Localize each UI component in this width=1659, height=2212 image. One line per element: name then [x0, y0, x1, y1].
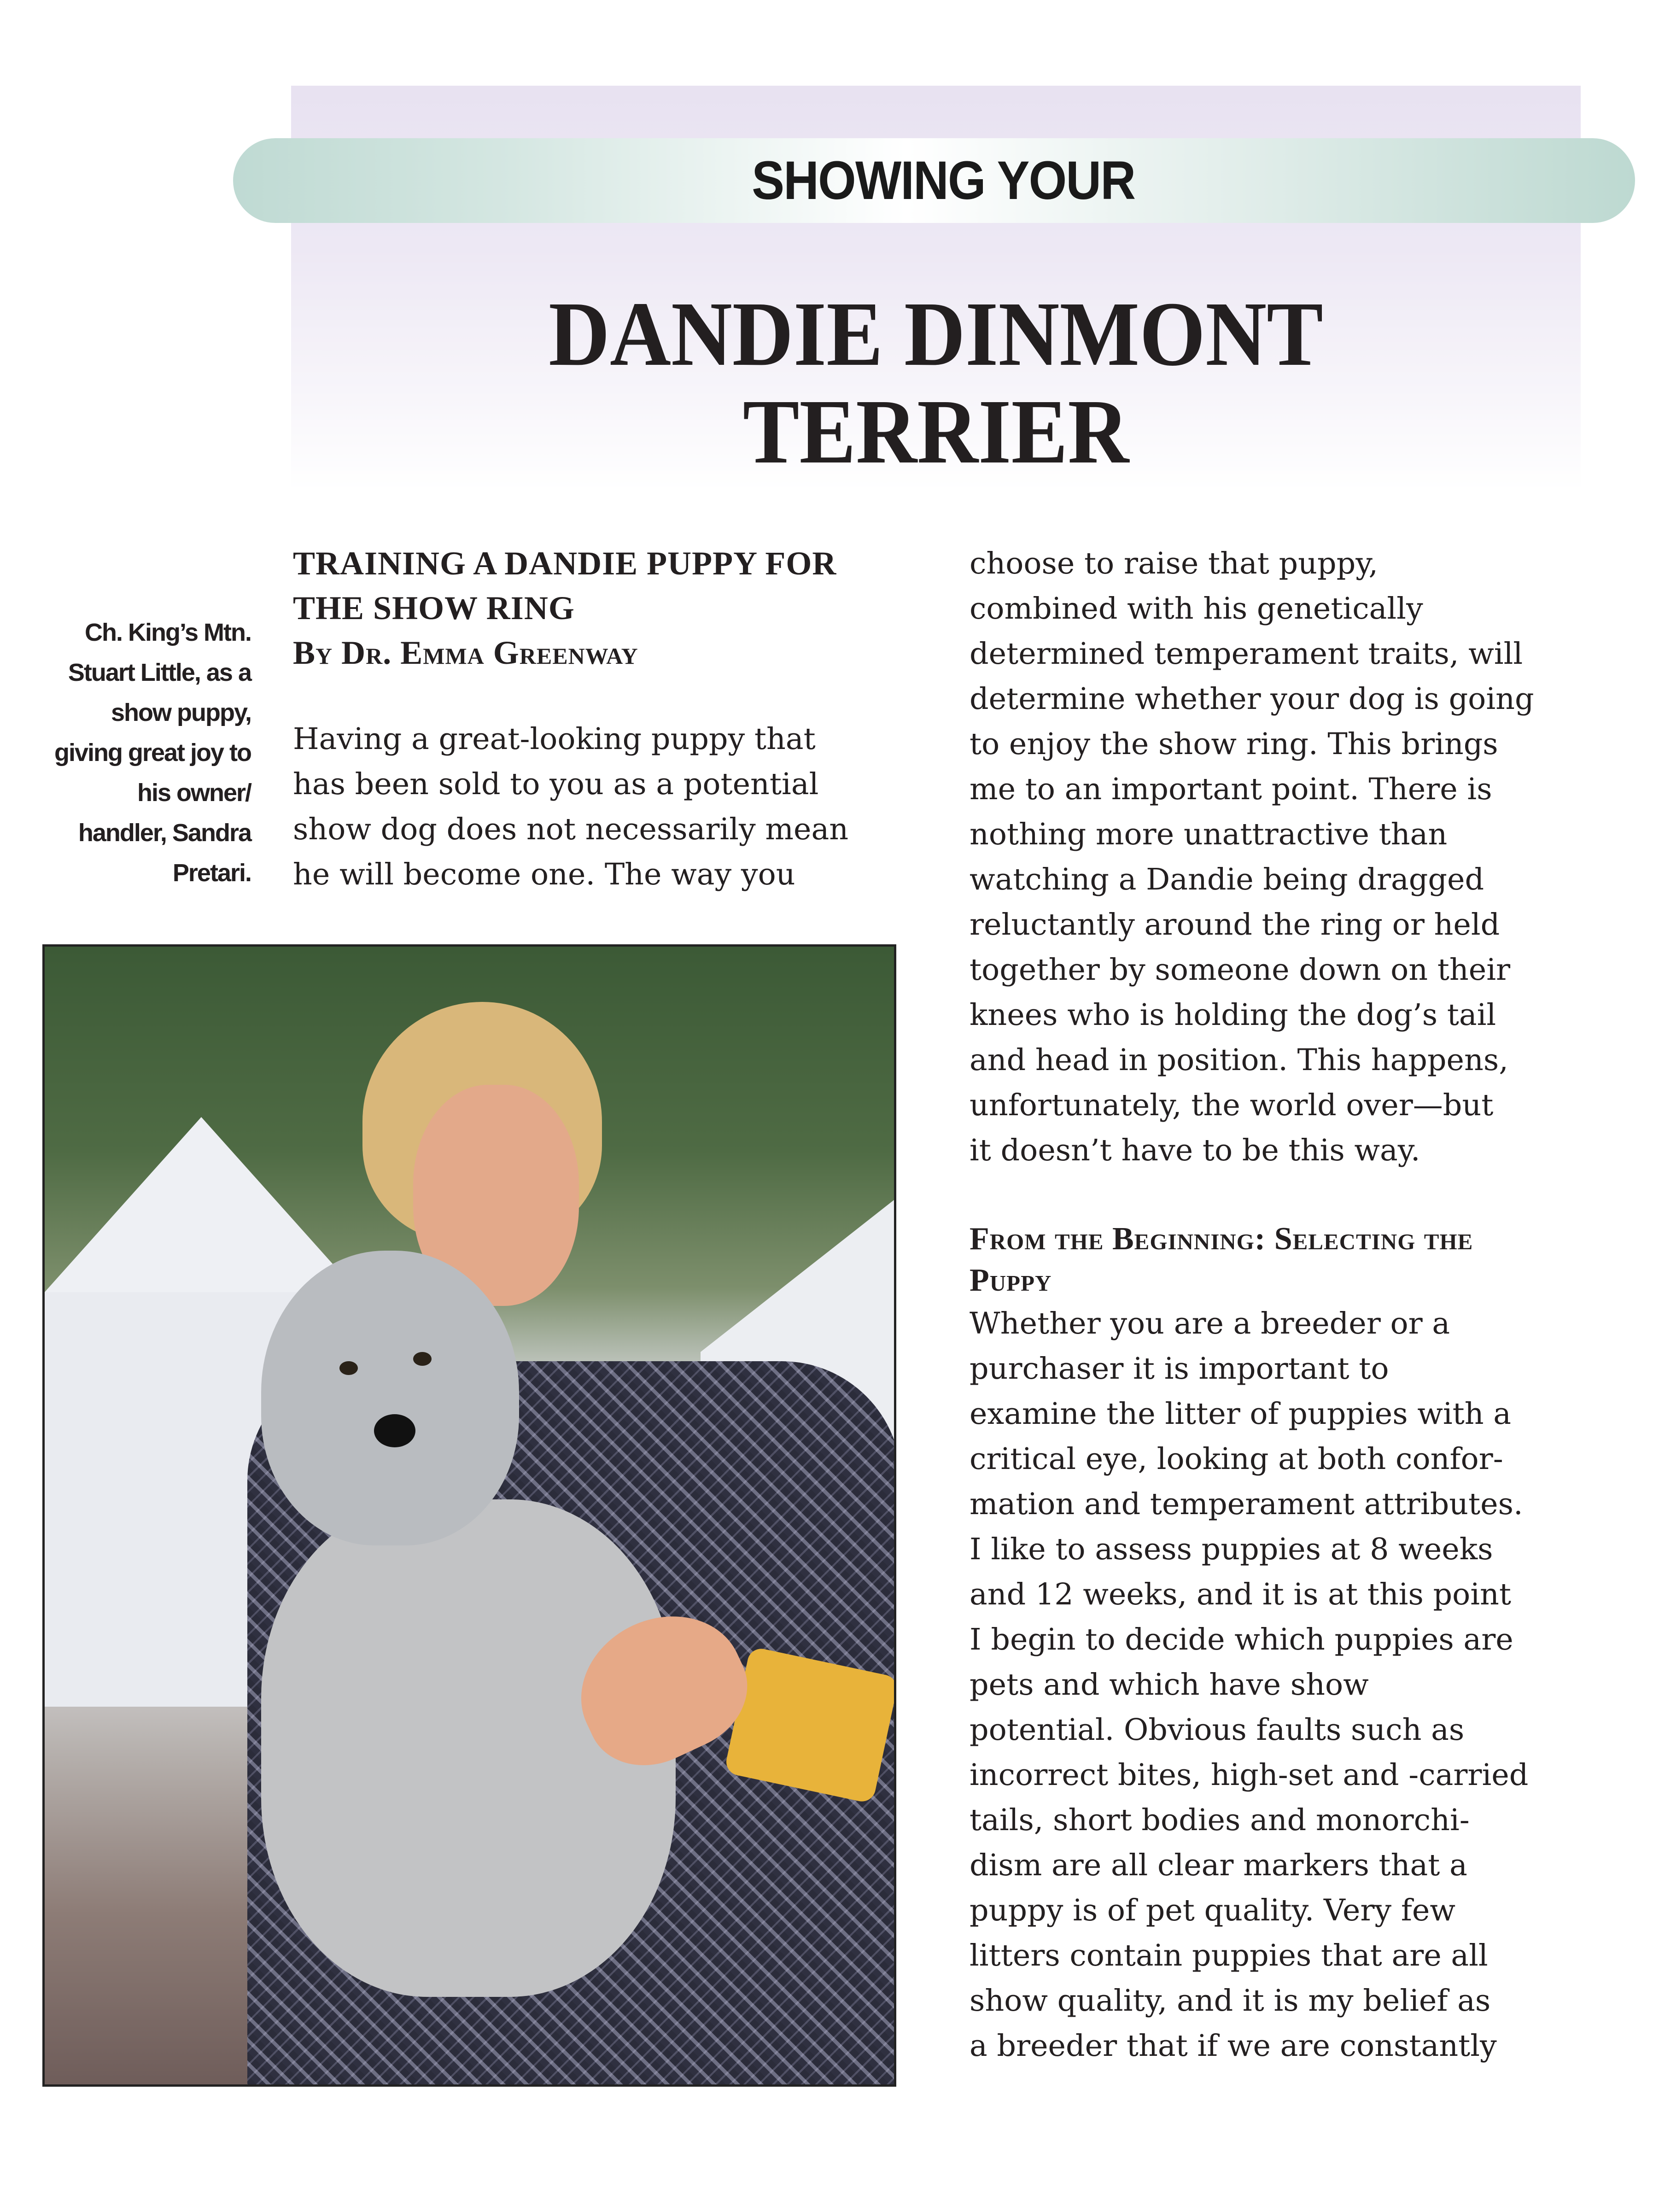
text-line: pets and which have show [970, 1668, 1369, 1702]
body-paragraph [970, 541, 1605, 1173]
page-title [291, 283, 1581, 483]
text-line: and 12 weeks, and it is at this point [970, 1577, 1511, 1612]
text-line: incorrect bites, high-set and -carried [970, 1758, 1529, 1792]
text-line: and head in position. This happens, [970, 1043, 1508, 1077]
caption-line: giving great joy to [54, 739, 251, 767]
caption-line: his owner/ [137, 779, 251, 807]
text-line: show quality, and it is my belief as [970, 1984, 1491, 2018]
caption-line: Pretari. [172, 859, 251, 887]
title-line: DANDIE DINMONT [549, 283, 1323, 385]
kicker-band [233, 138, 1635, 223]
text-line: watching a Dandie being dragged [970, 862, 1484, 897]
text-line: dism are all clear markers that a [970, 1848, 1467, 1883]
subheading-line: From the Beginning: Selecting the [970, 1221, 1473, 1257]
dog-head [261, 1251, 519, 1545]
text-line: to enjoy the show ring. This brings [970, 727, 1498, 761]
body-paragraph [970, 1301, 1605, 2069]
text-line: unfortunately, the world over—but [970, 1088, 1494, 1123]
text-line: has been sold to you as a potential [293, 767, 819, 802]
text-line: I like to assess puppies at 8 weeks [970, 1532, 1493, 1567]
title-line: TERRIER [742, 381, 1129, 483]
caption-line: Stuart Little, as a [68, 659, 251, 686]
body-paragraph [293, 717, 910, 897]
tent-shape [45, 1117, 358, 1292]
text-line: it doesn’t have to be this way. [970, 1133, 1420, 1168]
text-line: puppy is of pet quality. Very few [970, 1893, 1455, 1928]
subheading-line: Puppy [970, 1263, 1052, 1298]
dog-eye [339, 1361, 358, 1375]
text-line: examine the litter of puppies with a [970, 1397, 1512, 1431]
text-line: combined with his genetically [970, 591, 1423, 626]
text-line: reluctantly around the ring or held [970, 907, 1500, 942]
text-line: show dog does not necessarily mean [293, 812, 849, 847]
byline: By Dr. Emma Greenway [293, 634, 638, 671]
text-line: me to an important point. There is [970, 772, 1492, 807]
dog-eye [413, 1352, 432, 1366]
text-line: purchaser it is important to [970, 1352, 1389, 1386]
dog-show-photo [42, 944, 896, 2087]
caption-line: Ch. King’s Mtn. [85, 619, 251, 646]
text-line: determine whether your dog is going [970, 682, 1534, 716]
text-line: choose to raise that puppy, [970, 546, 1378, 581]
text-line: potential. Obvious faults such as [970, 1713, 1465, 1747]
text-line: together by someone down on their [970, 953, 1511, 987]
text-line: tails, short bodies and monorchi- [970, 1803, 1470, 1837]
text-line: nothing more unattractive than [970, 817, 1448, 852]
text-line: knees who is holding the dog’s tail [970, 998, 1496, 1032]
section-subheading [970, 1218, 1605, 1301]
text-line: I begin to decide which puppies are [970, 1622, 1513, 1657]
text-line: critical eye, looking at both confor- [970, 1442, 1503, 1476]
photo-caption [28, 613, 251, 893]
kicker-text: SHOWING YOUR [752, 150, 1135, 211]
heading-line: TRAINING A DANDIE PUPPY FOR [293, 545, 837, 582]
caption-line: handler, Sandra [78, 819, 251, 847]
text-line: Whether you are a breeder or a [970, 1306, 1450, 1341]
text-line: Having a great-looking puppy that [293, 722, 816, 756]
text-line: litters contain puppies that are all [970, 1938, 1488, 1973]
heading-line: THE SHOW RING [293, 590, 575, 626]
caption-line: show puppy, [111, 699, 251, 726]
article-heading [293, 541, 910, 631]
text-line: determined temperament traits, will [970, 637, 1523, 671]
dog-nose [374, 1414, 415, 1447]
text-line: mation and temperament attributes. [970, 1487, 1523, 1521]
text-line: he will become one. The way you [293, 857, 795, 892]
right-column [970, 541, 1605, 2069]
left-column [293, 541, 910, 897]
text-line: a breeder that if we are constantly [970, 2029, 1497, 2063]
